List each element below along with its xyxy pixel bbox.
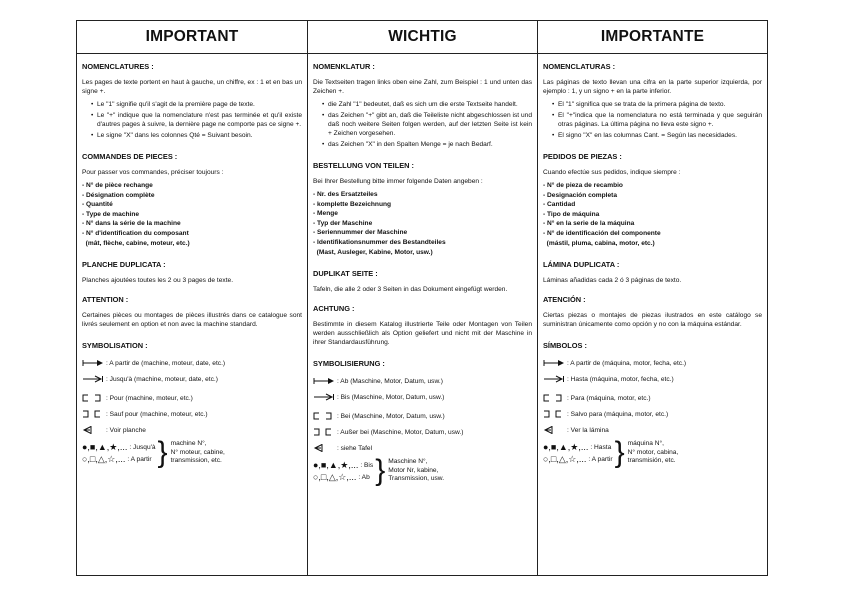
symbol-for-text: : Pour (machine, moteur, etc.) — [106, 394, 193, 402]
symbol-except-row — [313, 426, 532, 438]
column-title: IMPORTANTE — [538, 21, 767, 54]
nomenclature-text: Die Textseiten tragen links oben eine Zahl, zum Beispiel : 1 und unten das Zeichen +. — [313, 79, 532, 95]
description-line: transmisión, etc. — [627, 457, 676, 465]
symbol-see-row — [543, 424, 762, 436]
order-text: Pour passer vos commandes, préciser toujours : — [82, 169, 224, 176]
description-line: N° moteur, cabine, — [170, 448, 225, 456]
duplicate-heading: LÁMINA DUPLICATA : — [543, 260, 620, 270]
symbol-from-text: : A partir de (machine, moteur, date, etc.) — [106, 359, 226, 367]
nomenclature-bullet: • das Zeichen "+" gibt an, daß die Teileliste nicht abgeschlossen ist und daß noch weitere Seiten folgen werden, auf der letzten Seite ist kein + Zeichen vorgesehen. — [323, 111, 532, 138]
duplicate-text: Láminas añadidas cada 2 ó 3 páginas de texto. — [543, 277, 682, 285]
nomenclature-heading: NOMENKLATUR : — [313, 62, 375, 71]
filled-shapes-icon: ●,■,▲,★,... — [543, 441, 589, 452]
order-item: - Nr. des Ersatzteiles — [313, 191, 378, 198]
arrow-from-icon — [543, 359, 567, 367]
document-frame — [76, 20, 768, 576]
arrow-to-icon — [543, 375, 567, 383]
symbol-see-text: : siehe Tafel — [337, 444, 373, 452]
symbols-heading: SYMBOLISATION : — [82, 341, 148, 351]
nomenclature-bullet: • El "1" significa que se trata de la primera página de texto. — [553, 100, 762, 109]
description-line: N° motor, cabina, — [627, 448, 679, 456]
symbol-except-text: : Sauf pour (machine, moteur, etc.) — [106, 410, 208, 418]
attention-text: Bestimmte in diesem Katalog illustrierte Teile oder Montagen von Teilen werden ausschließlich als Option geliefert und nicht mit der Maschine in ihrer Standardausführung. — [313, 321, 532, 347]
triangle-see-icon — [543, 426, 567, 434]
symbol-except-row — [82, 408, 302, 420]
symbol-see-text: : Ver la lámina — [567, 426, 609, 434]
symbol-to-text: : Hasta (máquina, motor, fecha, etc.) — [567, 375, 674, 383]
nomenclature-bullet: • El "+"indica que la nomenclatura no está terminada y que seguirán otras páginas. La última página no lleva este signo +. — [553, 111, 762, 129]
nomenclature-bullets — [313, 100, 532, 149]
shape-symbols-description — [171, 440, 225, 466]
order-item: - Quantité — [82, 201, 113, 209]
shape-filled-text: : Hasta — [590, 443, 612, 451]
nomenclature-heading: NOMENCLATURES : — [82, 62, 154, 71]
triangle-see-icon — [313, 444, 337, 452]
order-item: - Tipo de máquina — [543, 210, 600, 218]
bracket-except-icon — [82, 410, 106, 418]
bracket-for-icon — [313, 412, 337, 420]
nomenclature-bullet: • Le "1" signifie qu'il s'agit de la première page de texte. — [92, 100, 302, 109]
attention-heading: ATENCIÓN : — [543, 295, 586, 305]
symbol-for-text: : Bei (Maschine, Motor, Datum, usw.) — [337, 412, 445, 420]
symbol-to-text: : Bis (Maschine, Motor, Datum, usw.) — [337, 393, 445, 401]
shape-symbols-description — [388, 458, 444, 484]
order-item: - Typ der Maschine — [313, 219, 373, 227]
attention-heading: ACHTUNG : — [313, 304, 355, 314]
attention-heading: ATTENTION : — [82, 295, 129, 305]
bracket-for-icon — [82, 394, 106, 402]
nomenclature-text: Las páginas de texto llevan una cifra en la parte superior izquierda, por ejemplo : 1, y un signo + en la parte inferior. — [543, 79, 762, 95]
symbol-from-row — [82, 357, 302, 369]
order-item: - N° de pieza de recambio — [543, 182, 623, 189]
triangle-see-icon — [82, 426, 106, 434]
order-text: Bei Ihrer Bestellung bitte immer folgende Daten angeben : — [313, 178, 483, 185]
symbol-see-row — [313, 442, 532, 454]
curly-brace-icon: } — [375, 454, 386, 488]
symbol-for-row — [543, 392, 762, 404]
nomenclature-bullet: • die Zahl "1" bedeutet, daß es sich um die erste Textseite handelt. — [323, 100, 532, 109]
symbol-see-text: : Voir planche — [106, 426, 146, 434]
order-items — [82, 181, 302, 248]
arrow-to-icon — [313, 393, 337, 401]
arrow-from-icon — [313, 377, 337, 385]
symbol-to-row — [82, 373, 302, 385]
order-item: - Type de machine — [82, 210, 140, 218]
open-shapes-icon: ○,□,△,☆,... — [313, 471, 357, 482]
symbol-from-row — [543, 357, 762, 369]
shape-symbols-description — [628, 440, 679, 466]
filled-shapes-icon: ●,■,▲,★,... — [313, 459, 359, 470]
description-line: Motor Nr, kabine, — [388, 466, 439, 474]
symbols-heading: SÍMBOLOS : — [543, 341, 587, 351]
shape-symbols-row — [313, 454, 532, 488]
symbol-for-row — [82, 392, 302, 404]
column-french — [77, 21, 307, 575]
shape-open-text: : Ab — [358, 473, 370, 481]
description-line: machine N°, — [170, 440, 207, 448]
order-item: - Identifikationsnummer des Bestandteiles — [313, 238, 446, 246]
order-item: (Mast, Ausleger, Kabine, Motor, usw.) — [313, 248, 433, 256]
description-line: Maschine N°, — [388, 458, 428, 466]
order-item: - Menge — [313, 210, 338, 218]
symbols-heading: SYMBOLISIERUNG : — [313, 359, 385, 369]
symbol-to-row — [543, 373, 762, 385]
duplicate-text: Planches ajoutées toutes les 2 ou 3 pages de texte. — [82, 277, 234, 285]
nomenclature-text: Les pages de texte portent en haut à gauche, un chiffre, ex : 1 et en bas un signe +. — [82, 79, 302, 95]
shape-filled-text: : Bis — [360, 461, 374, 469]
order-item: - Designación completa — [543, 191, 618, 199]
filled-shapes-icon: ●,■,▲,★,... — [82, 441, 128, 452]
shape-symbols-left — [82, 443, 156, 464]
symbol-for-text: : Para (máquina, motor, etc.) — [567, 394, 651, 402]
attention-text: Certaines pièces ou montages de pièces illustrés dans ce catalogue sont livrés seulement en option et non avec la machine standard. — [82, 312, 302, 329]
nomenclature-bullet: • El signo "X" en las columnas Cant. = Según las necesidades. — [553, 131, 762, 140]
shape-open-text: : A partir — [588, 455, 613, 463]
description-line: Transmission, usw. — [388, 475, 445, 483]
order-item: - N° de identificación del componente — [543, 229, 661, 237]
nomenclature-bullets — [543, 100, 762, 140]
attention-text: Ciertas piezas o montajes de piezas ilustrados en este catálogo se suministran únicamente como opción y no con la máquina estándar. — [543, 312, 762, 329]
order-items — [313, 190, 532, 257]
open-shapes-icon: ○,□,△,☆,... — [543, 453, 587, 464]
curly-brace-icon: } — [614, 436, 625, 470]
shape-symbols-row — [543, 436, 762, 470]
nomenclature-bullet: • das Zeichen "X" in den Spalten Menge = je nach Bedarf. — [323, 140, 532, 149]
symbol-except-text: : Außer bei (Maschine, Motor, Datum, usw.) — [337, 428, 464, 436]
nomenclature-bullets — [82, 100, 302, 140]
nomenclature-bullet: • Le signe "X" dans les colonnes Qté = Suivant besoin. — [92, 131, 302, 140]
order-heading: BESTELLUNG VON TEILEN : — [313, 161, 415, 170]
order-item: - Cantidad — [543, 201, 576, 209]
symbol-see-row — [82, 424, 302, 436]
order-items — [543, 181, 762, 248]
order-item: - N° de pièce rechange — [82, 182, 153, 189]
arrow-from-icon — [82, 359, 106, 367]
order-item: - N° dans la série de la machine — [82, 220, 181, 228]
order-item: - Seriennummer der Maschine — [313, 229, 408, 237]
symbol-for-row — [313, 410, 532, 422]
shape-symbols-row — [82, 436, 302, 470]
symbol-except-row — [543, 408, 762, 420]
order-heading: COMMANDES DE PIECES : — [82, 152, 178, 161]
column-title: WICHTIG — [308, 21, 537, 54]
description-line: transmission, etc. — [170, 457, 222, 465]
symbol-to-text: : Jusqu'à (machine, moteur, date, etc.) — [106, 375, 218, 383]
bracket-except-icon — [313, 428, 337, 436]
symbol-except-text: : Salvo para (máquina, motor, etc.) — [567, 410, 669, 418]
duplicate-heading: PLANCHE DUPLICATA : — [82, 260, 166, 270]
column-german — [307, 21, 537, 575]
order-item: - N° en la serie de la máquina — [543, 220, 635, 228]
open-shapes-icon: ○,□,△,☆,... — [82, 453, 126, 464]
nomenclature-heading: NOMENCLATURAS : — [543, 62, 616, 71]
curly-brace-icon: } — [157, 436, 168, 470]
order-text: Cuando efectúe sus pedidos, indique siempre : — [543, 169, 681, 176]
shape-symbols-left — [313, 461, 373, 482]
description-line: máquina N°, — [627, 440, 664, 448]
order-item: - Désignation complète — [82, 191, 155, 199]
order-item: - komplette Bezeichnung — [313, 200, 392, 208]
symbol-to-row — [313, 391, 532, 403]
shape-filled-text: : Jusqu'à — [129, 443, 156, 451]
order-item: (mástil, pluma, cabina, motor, etc.) — [543, 239, 655, 247]
symbol-from-row — [313, 375, 532, 387]
column-spanish — [537, 21, 767, 575]
symbol-from-text: : A partir de (máquina, motor, fecha, etc.) — [567, 359, 687, 367]
duplicate-heading: DUPLIKAT SEITE : — [313, 269, 378, 279]
order-item: (mât, flèche, cabine, moteur, etc.) — [82, 239, 190, 247]
column-title: IMPORTANT — [77, 21, 307, 54]
bracket-for-icon — [543, 394, 567, 402]
symbol-from-text: : Ab (Maschine, Motor, Datum, usw.) — [337, 377, 443, 385]
order-heading: PEDIDOS DE PIEZAS : — [543, 152, 622, 161]
duplicate-text: Tafeln, die alle 2 oder 3 Seiten in das Dokument eingefügt werden. — [313, 286, 508, 294]
order-item: - N° d'identification du composant — [82, 229, 189, 237]
arrow-to-icon — [82, 375, 106, 383]
shape-open-text: : A partir — [127, 455, 152, 463]
shape-symbols-left — [543, 443, 613, 464]
nomenclature-bullet: • Le "+" indique que la nomenclature n'est pas terminée et qu'il existe d'autres pages à suivre, la dernière page ne comporte pas ce signe +. — [92, 111, 302, 129]
bracket-except-icon — [543, 410, 567, 418]
